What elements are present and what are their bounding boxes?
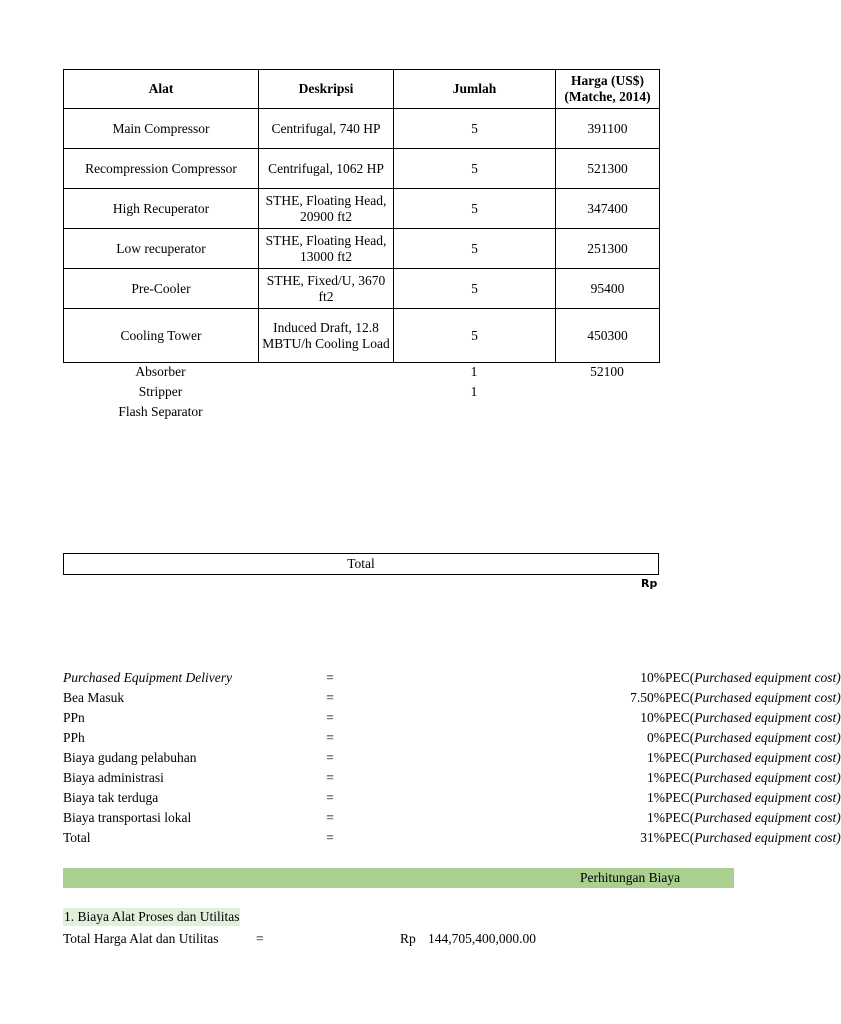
cell-alat: Main Compressor	[64, 109, 259, 149]
total-line-label: Total Harga Alat dan Utilitas	[63, 931, 219, 946]
header-harga-line2: (Matche, 2014)	[564, 89, 651, 104]
total-line-value: 144,705,400,000.00	[428, 931, 536, 946]
cost-percent: 31%	[640, 830, 665, 845]
cell-alat: Pre-Cooler	[64, 269, 259, 309]
table-row	[64, 149, 660, 189]
cost-row-total	[63, 828, 841, 848]
total-line-equals: =	[256, 931, 264, 946]
cost-label: Biaya tak terduga	[63, 790, 159, 805]
pec-italic: Purchased equipment cost)	[694, 830, 841, 845]
cost-label: PPh	[63, 730, 85, 745]
cost-percent: 10%	[640, 670, 665, 685]
header-alat: Alat	[64, 70, 259, 109]
cost-label: Biaya gudang pelabuhan	[63, 750, 197, 765]
cost-percent: 1%	[647, 790, 665, 805]
pec-italic: Purchased equipment cost)	[694, 790, 841, 805]
pec-italic: Purchased equipment cost)	[694, 710, 841, 725]
cost-label: Bea Masuk	[63, 690, 125, 705]
cost-basis	[665, 828, 841, 848]
extra-alat: Flash Separator	[118, 404, 203, 419]
cell-harga: 347400	[556, 189, 660, 229]
cost-label: PPn	[63, 710, 85, 725]
cost-label: Total	[63, 830, 91, 845]
cell-harga: 450300	[556, 309, 660, 363]
cell-jumlah: 5	[394, 269, 556, 309]
cost-basis	[665, 728, 841, 748]
cost-basis	[665, 808, 841, 828]
section-title: 1. Biaya Alat Proses dan Utilitas	[64, 909, 240, 924]
cost-percent: 1%	[647, 770, 665, 785]
perhitungan-banner-text: Perhitungan Biaya	[580, 870, 681, 885]
cost-label: Biaya administrasi	[63, 770, 164, 785]
pec-italic: Purchased equipment cost)	[694, 750, 841, 765]
cell-alat: Cooling Tower	[64, 309, 259, 363]
pec-prefix: PEC(	[665, 790, 695, 805]
pec-italic: Purchased equipment cost)	[694, 690, 841, 705]
cost-row	[63, 768, 841, 788]
cost-equals: =	[326, 830, 334, 845]
cost-basis	[665, 748, 841, 768]
table-row	[64, 309, 660, 363]
cost-label: Purchased Equipment Delivery	[63, 670, 232, 685]
pec-prefix: PEC(	[665, 810, 695, 825]
cost-row	[63, 788, 841, 808]
cost-basis	[665, 768, 841, 788]
cell-jumlah: 5	[394, 189, 556, 229]
header-jumlah: Jumlah	[394, 70, 556, 109]
extra-jumlah: 1	[470, 384, 478, 399]
cost-equals: =	[326, 710, 334, 725]
pec-prefix: PEC(	[665, 830, 695, 845]
table-row	[64, 189, 660, 229]
pec-italic: Purchased equipment cost)	[694, 670, 841, 685]
header-harga-line1: Harga (US$)	[570, 73, 645, 88]
cost-equals: =	[326, 750, 334, 765]
cost-basis	[665, 708, 841, 728]
cell-jumlah: 5	[394, 229, 556, 269]
cost-percent: 10%	[640, 710, 665, 725]
cell-deskripsi: STHE, Fixed/U, 3670 ft2	[259, 269, 394, 309]
pec-prefix: PEC(	[665, 690, 695, 705]
pec-italic: Purchased equipment cost)	[694, 810, 841, 825]
cost-percent: 0%	[647, 730, 665, 745]
table-row	[64, 269, 660, 309]
cost-row	[63, 708, 841, 728]
cell-alat: Low recuperator	[64, 229, 259, 269]
cost-equals: =	[326, 810, 334, 825]
pec-italic: Purchased equipment cost)	[694, 770, 841, 785]
rp-label: Rp	[641, 577, 658, 590]
extra-harga: 52100	[590, 364, 624, 379]
cell-jumlah: 5	[394, 309, 556, 363]
cell-jumlah: 5	[394, 109, 556, 149]
extra-jumlah: 1	[470, 364, 478, 379]
pec-prefix: PEC(	[665, 750, 695, 765]
cost-row	[63, 728, 841, 748]
cost-percent: 7.50%	[630, 690, 665, 705]
pec-prefix: PEC(	[665, 710, 695, 725]
pec-prefix: PEC(	[665, 670, 695, 685]
cell-alat: Recompression Compressor	[64, 149, 259, 189]
header-deskripsi: Deskripsi	[259, 70, 394, 109]
cost-row	[63, 808, 841, 828]
cell-harga: 95400	[556, 269, 660, 309]
cell-deskripsi: Induced Draft, 12.8 MBTU/h Cooling Load	[259, 309, 394, 363]
cell-harga: 521300	[556, 149, 660, 189]
cost-basis	[665, 668, 841, 688]
cost-row	[63, 688, 841, 708]
cell-deskripsi: Centrifugal, 1062 HP	[259, 149, 394, 189]
cost-basis	[665, 688, 841, 708]
extra-alat: Stripper	[138, 384, 183, 399]
pec-italic: Purchased equipment cost)	[694, 730, 841, 745]
table-row	[64, 229, 660, 269]
cell-harga: 251300	[556, 229, 660, 269]
cell-harga: 391100	[556, 109, 660, 149]
equipment-table	[63, 69, 660, 363]
cell-deskripsi: Centrifugal, 740 HP	[259, 109, 394, 149]
total-line-currency: Rp	[400, 931, 416, 946]
cost-equals: =	[326, 670, 334, 685]
cost-equals: =	[326, 790, 334, 805]
cost-equals: =	[326, 730, 334, 745]
cost-basis	[665, 788, 841, 808]
pec-prefix: PEC(	[665, 770, 695, 785]
pec-prefix: PEC(	[665, 730, 695, 745]
perhitungan-banner	[63, 868, 734, 888]
table-row	[64, 109, 660, 149]
cost-label: Biaya transportasi lokal	[63, 810, 192, 825]
cost-percent: 1%	[647, 810, 665, 825]
header-harga	[556, 70, 660, 109]
cost-equals: =	[326, 770, 334, 785]
cost-equals: =	[326, 690, 334, 705]
total-box: Total	[63, 553, 659, 575]
table-header-row	[64, 70, 660, 109]
cell-jumlah: 5	[394, 149, 556, 189]
cell-alat: High Recuperator	[64, 189, 259, 229]
cost-percent: 1%	[647, 750, 665, 765]
cost-row	[63, 748, 841, 768]
cost-row	[63, 668, 841, 688]
extra-alat: Absorber	[135, 364, 186, 379]
cell-deskripsi: STHE, Floating Head, 13000 ft2	[259, 229, 394, 269]
cell-deskripsi: STHE, Floating Head, 20900 ft2	[259, 189, 394, 229]
